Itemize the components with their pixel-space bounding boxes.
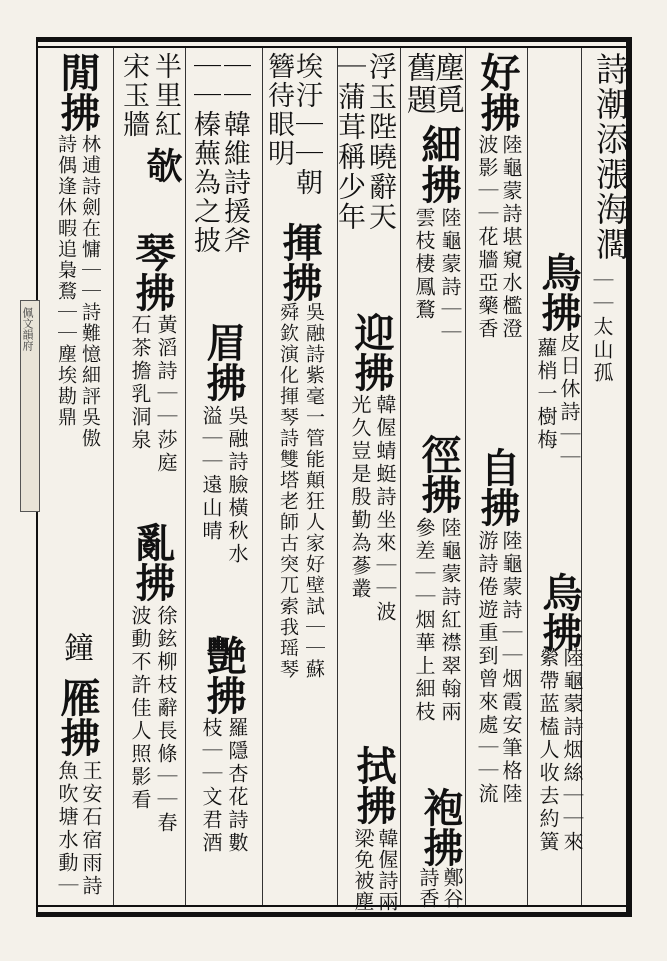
annotation-line-right: 黃滔詩｜｜莎庭 [154,314,178,475]
annotation-line-right: 鄭谷 [440,867,464,909]
headword-niao: 鳥拂 [535,252,582,332]
annotation-line-left: 雲枝棲鳳鶩 [412,207,436,322]
headword-yan-goose: 雁拂 [54,677,101,757]
text-column-4 [401,52,464,909]
annotation-line-right: 陸龜蒙詩堪窺水檻澄 [499,134,523,341]
annotation-line-right: 林逋詩劍在慵｜｜詩難憶細評吳傲 [79,134,101,449]
column-sub-text: ｜蒲茸稱少年 [334,52,367,232]
annotation-line-left: 詩偶逢休暇追梟鶩｜｜塵埃勘鼎 [55,134,77,428]
text-column-9 [44,52,103,902]
annotation-line-left: 石茶擔乳洞泉 [128,314,152,452]
headword-qi: 欹 [141,147,183,183]
text-column-5 [334,52,399,912]
column-main-text: 詩潮添漲海濶 [591,52,630,262]
column-sub-text: ｜｜榛蕪為之披 [189,52,220,255]
headword-mei: 眉拂 [200,322,247,402]
annotation-line-right: 羅隱杏花詩數 [225,717,249,855]
annotation-line-left: 魚吹塘水動｜ [55,760,79,898]
top-border-rule [36,37,632,42]
column-divider [185,48,186,905]
annotation-line-left: 波動不許佳人照影看 [128,605,152,812]
text-column-7 [189,52,250,902]
annotation-line-left: 蘿梢一樹梅 [534,337,558,452]
annotation-line-left: 溢｜｜遠山晴 [199,405,223,543]
headword-jing: 徑拂 [415,434,462,514]
annotation-line-right: 陸龜蒙詩｜｜ [438,207,462,345]
column-lead-text: 舊題 [401,52,436,116]
column-divider [465,48,466,905]
column-main-text: 鐘 [58,632,93,664]
annotation-line-left: 舜欽演化揮琴詩雙塔老師古突兀索我瑶琴 [277,302,299,680]
column-main-text: 浮玉陛曉辭天 [365,52,398,232]
annotation-line-right: 韓偓詩兩 [375,828,399,912]
top-inner-rule [36,46,632,48]
annotation-line-left: 詩香 [416,867,440,909]
text-column-3 [473,52,525,902]
annotation-line-left: 游詩倦遊重到曾來處｜｜流 [475,530,499,806]
column-main-text: 半里紅 [150,52,181,139]
annotation-line-right: 陸龜蒙詩烟絲｜｜來 [560,647,584,854]
headword-hao: 好拂 [474,52,521,132]
margin-title-strip [20,300,40,512]
bottom-inner-rule [36,905,632,907]
annotation-line-right: 韓偓蜻蜓詩坐來｜｜波 [373,394,397,624]
headword-zi: 自拂 [474,447,521,527]
text-column-6 [263,52,325,902]
column-main-text: 埃汙｜｜朝 [291,52,322,197]
headword-luan: 亂拂 [129,522,176,602]
headword-pao: 袍拂 [417,787,464,867]
column-main-text: 塵覓 [429,52,464,116]
annotation-line-right: 吳融詩紫毫一管能顛狂人家好壁試｜｜蘇 [303,302,325,680]
column-divider [527,48,528,905]
column-sub-text: ｜｜太山孤 [590,270,614,385]
headword-yan: 艷拂 [200,635,247,715]
annotation-line-left: 光久豈是殷勤為蔘叢 [348,394,372,601]
text-column-2 [535,52,587,902]
headword-xian: 閒拂 [54,52,101,132]
headword-qin: 琴拂 [129,232,176,312]
margin-title: 佩文韻府 [21,307,34,351]
annotation-line-right: 陸龜蒙詩紅襟翠翰兩 [438,517,462,724]
column-sub-text: 宋玉牆 [118,52,149,139]
annotation-line-right: 徐鉉柳枝辭長條｜｜春 [154,605,178,835]
column-main-text: ｜｜韓維詩援斧 [219,52,250,255]
column-divider [400,48,401,905]
annotation-line-right: 陸龜蒙詩｜｜烟霞安筆格陸 [499,530,523,806]
headword-shi: 拭拂 [350,745,397,825]
headword-wu: 烏拂 [536,572,583,652]
text-column-1 [585,52,637,902]
annotation-line-left: 波影｜｜花牆亞藥香 [475,134,499,341]
annotation-line-left: 梁免被塵 [351,828,375,912]
column-sub-text: 簪待眼明 [263,52,294,168]
text-column-8 [117,52,183,902]
annotation-line-right: 王安石宿雨詩 [79,760,103,898]
annotation-line-left: 參差｜｜烟華上細枝 [412,517,436,724]
column-divider [262,48,263,905]
headword-hui: 揮拂 [276,222,323,302]
headword-xi: 細拂 [415,124,462,204]
bottom-border-rule [36,912,632,917]
column-divider [113,48,114,905]
annotation-line-left: 枝｜｜文君酒 [199,717,223,855]
headword-ying: 迎拂 [348,312,395,392]
annotation-line-left: 縈帶蓝榼人收去約簧 [536,647,560,854]
annotation-line-right: 吳融詩臉橫秋水 [225,405,249,566]
annotation-line-right: 皮日休詩｜｜ [557,332,581,470]
